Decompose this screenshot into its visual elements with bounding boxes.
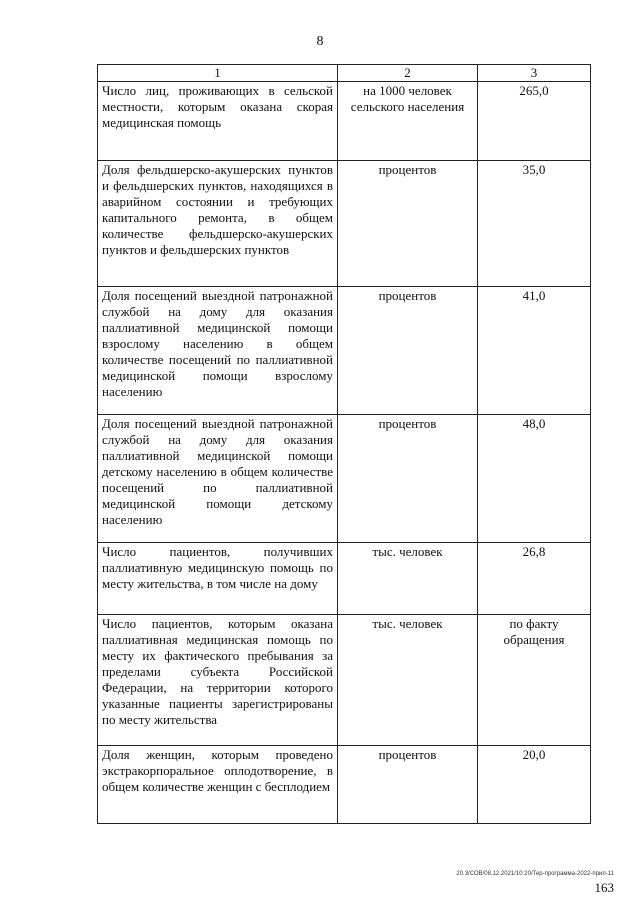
- unit-cell: процентов: [338, 287, 478, 415]
- document-code: 20.3/СОВ/08.12.2021/10:20/Тер-программа-2022-прил-11: [456, 871, 614, 877]
- value-cell: 48,0: [478, 415, 591, 543]
- indicator-cell: Доля посещений выездной патронажной службой на дому для оказания паллиативной медицинской помощи взрослому населению в общем количестве посещений по паллиативной медицинской помощи взрослому населению: [98, 287, 338, 415]
- table-row: [98, 287, 591, 415]
- unit-cell: процентов: [338, 415, 478, 543]
- page-number: 8: [316, 34, 324, 49]
- indicator-cell: Доля посещений выездной патронажной службой на дому для оказания паллиативной медицинской помощи детскому населению в общем количестве посещений по паллиативной медицинской помощи детскому населению: [98, 415, 338, 543]
- unit-cell: тыс. человек: [338, 615, 478, 746]
- indicator-cell: Число лиц, проживающих в сельской местности, которым оказана скорая медицинская помощь: [98, 82, 338, 161]
- unit-cell: тыс. человек: [338, 543, 478, 615]
- indicators-table: [97, 64, 591, 824]
- table-row: [98, 161, 591, 287]
- value-cell: по факту обращения: [478, 615, 591, 746]
- table-row: [98, 82, 591, 161]
- value-cell: 26,8: [478, 543, 591, 615]
- table-row: [98, 746, 591, 824]
- value-cell: 35,0: [478, 161, 591, 287]
- value-cell: 41,0: [478, 287, 591, 415]
- value-cell: 20,0: [478, 746, 591, 824]
- sheet-number: 163: [594, 880, 614, 895]
- value-cell: 265,0: [478, 82, 591, 161]
- column-header-1: 1: [98, 65, 338, 82]
- column-header-2: 2: [338, 65, 478, 82]
- indicator-cell: Число пациентов, которым оказана паллиативная медицинская помощь по месту их фактического пребывания за пределами субъекта Российской Федерации, на территории которого указанные пациенты зарегистрированы по месту жительства: [98, 615, 338, 746]
- indicator-cell: Доля фельдшерско-акушерских пунктов и фельдшерских пунктов, находящихся в аварийном состоянии и требующих капитального ремонта, в общем количестве фельдшерско-акушерских пунктов и фельдшерских пунктов: [98, 161, 338, 287]
- unit-cell: процентов: [338, 746, 478, 824]
- unit-cell: на 1000 человек сельского населения: [338, 82, 478, 161]
- table-row: [98, 615, 591, 746]
- table-row: [98, 543, 591, 615]
- column-header-3: 3: [478, 65, 591, 82]
- table-row: [98, 415, 591, 543]
- indicator-cell: Доля женщин, которым проведено экстракорпоральное оплодотворение, в общем количестве женщин с бесплодием: [98, 746, 338, 824]
- unit-cell: процентов: [338, 161, 478, 287]
- indicator-cell: Число пациентов, получивших паллиативную медицинскую помощь по месту жительства, в том числе на дому: [98, 543, 338, 615]
- table-header-row: [98, 65, 591, 82]
